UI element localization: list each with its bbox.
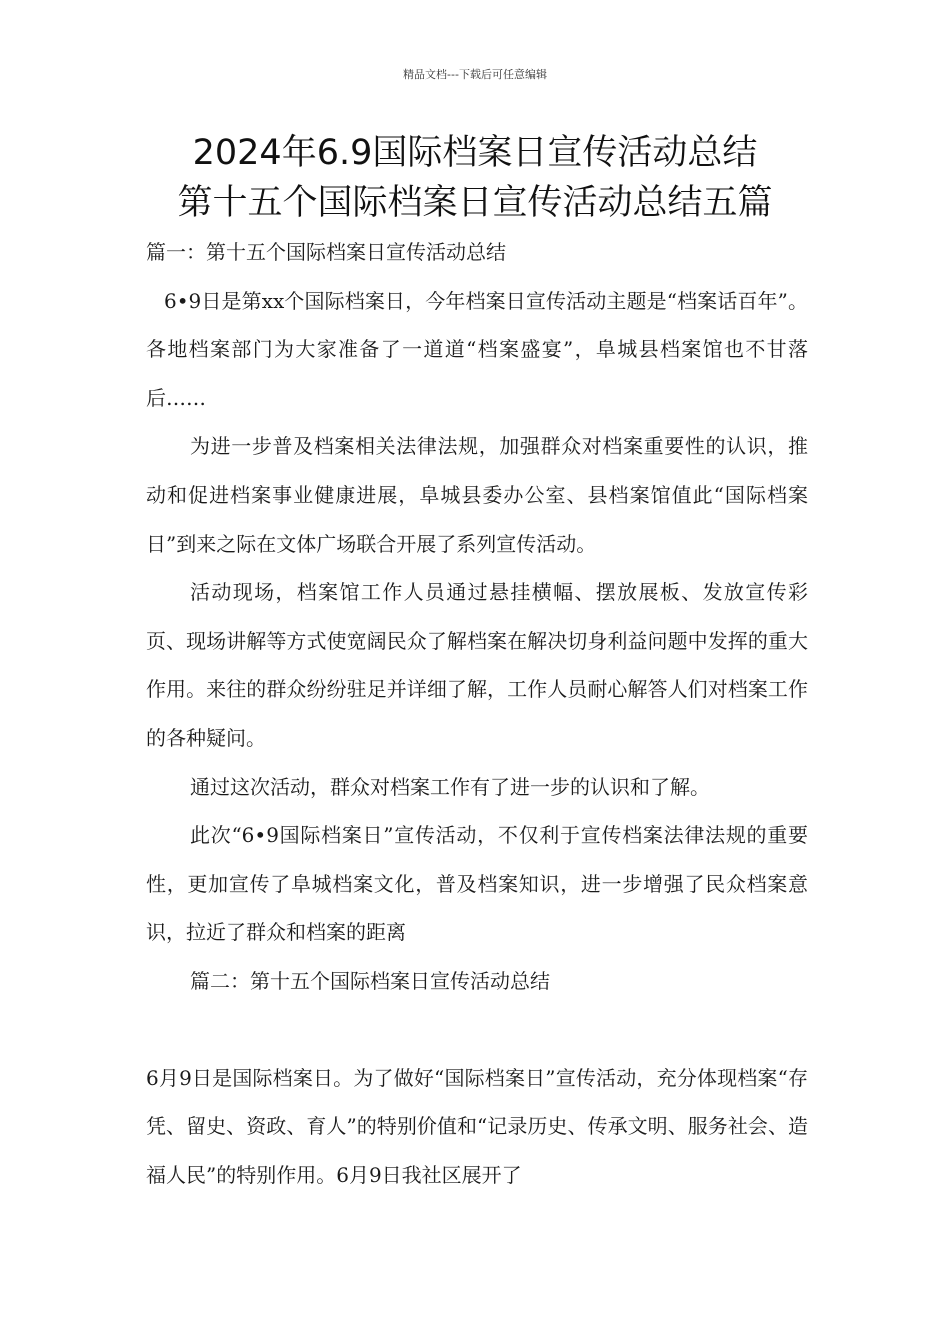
paragraph: 活动现场，档案馆工作人员通过悬挂横幅、摆放展板、发放宣传彩页、现场讲解等方式使宽阔民众了解档案在解决切身利益问题中发挥的重大作用。来往的群众纷纷驻足并详细了解，工作人员耐心解答人们对档案工作的各种疑问。 — [146, 580, 808, 750]
page-header: 精品文档---下载后可任意编辑 — [403, 68, 547, 81]
paragraph-gap — [146, 1006, 808, 1054]
title-line-2: 第十五个国际档案日宣传活动总结五篇 — [177, 183, 773, 223]
title-line-1: 2024年6.9国际档案日宣传活动总结 — [192, 133, 758, 173]
paragraph: 为进一步普及档案相关法律法规，加强群众对档案重要性的认识，推动和促进档案事业健康进展，阜城县委办公室、县档案馆值此“国际档案日”到来之际在文体广场联合开展了系列宣传活动。 — [146, 434, 808, 556]
section-heading-1: 篇一：第十五个国际档案日宣传活动总结 — [146, 240, 506, 264]
paragraph: 6月9日是国际档案日。为了做好“国际档案日”宣传活动，充分体现档案“存凭、留史、资政、育人”的特别价值和“记录历史、传承文明、服务社会、造福人民”的特别作用。6月9日我社区展开了 — [146, 1065, 808, 1187]
paragraph: 通过这次活动，群众对档案工作有了进一步的认识和了解。 — [190, 774, 710, 799]
section-heading-2: 篇二：第十五个国际档案日宣传活动总结 — [190, 968, 550, 993]
document-body — [146, 228, 808, 1199]
document-title — [110, 128, 840, 228]
paragraph: 此次“6•9国际档案日”宣传活动，不仅利于宣传档案法律法规的重要性，更加宣传了阜城档案文化，普及档案知识，进一步增强了民众档案意识，拉近了群众和档案的距离 — [146, 823, 808, 945]
paragraph: 6•9日是第xx个国际档案日，今年档案日宣传活动主题是“档案话百年”。各地档案部门为大家准备了一道道“档案盛宴”，阜城县档案馆也不甘落后…… — [146, 288, 808, 410]
